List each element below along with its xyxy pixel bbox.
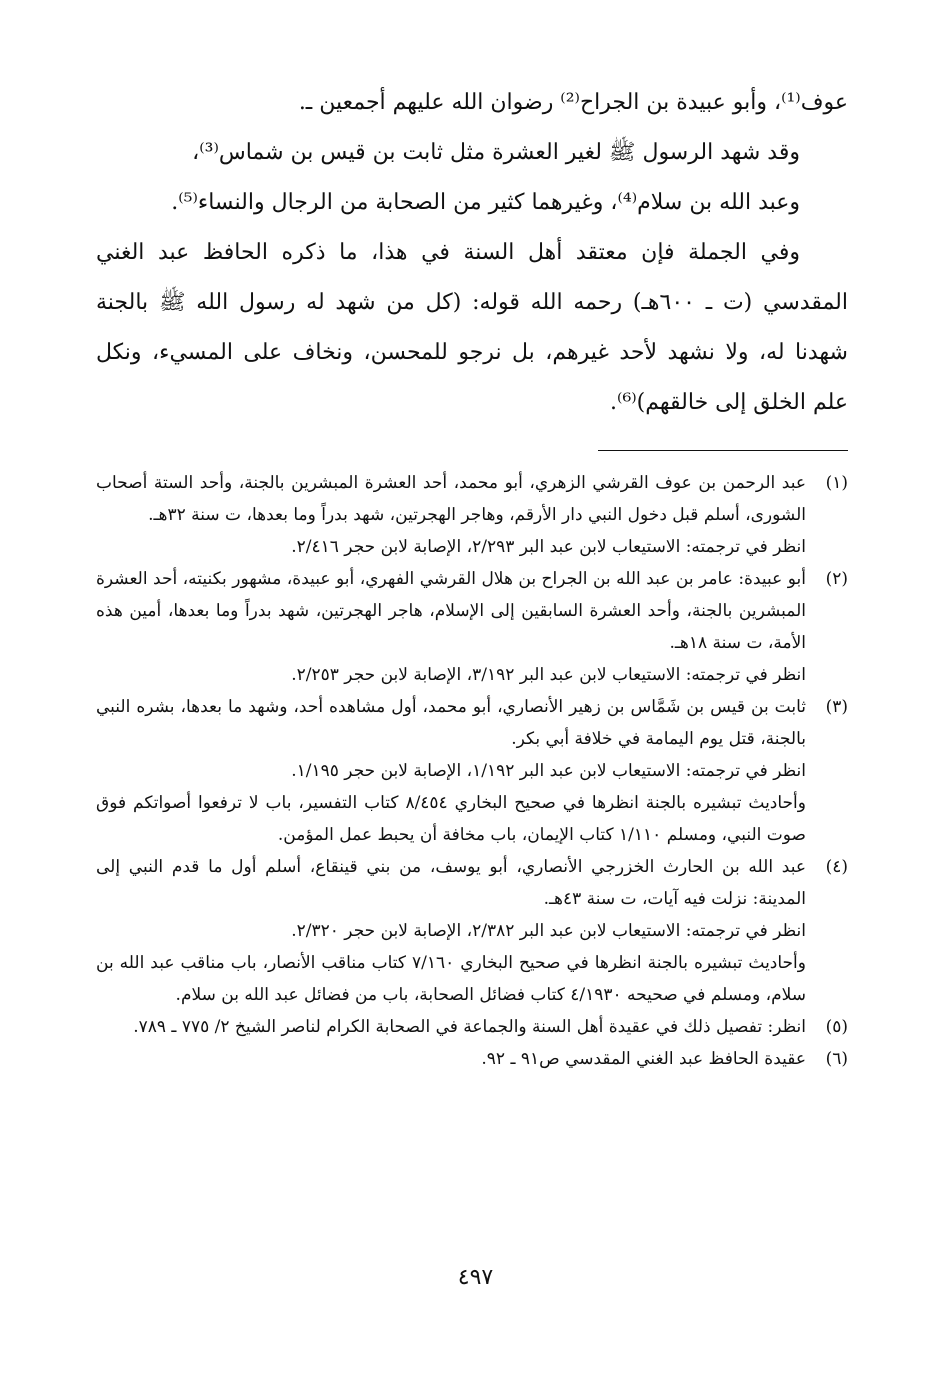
footnote-body: [96, 1043, 806, 1075]
page-number: ٤٩٧: [457, 1265, 494, 1290]
footnote-text: وأحاديث تبشيره بالجنة انظرها في صحيح البخاري ٨/٤٥٤ كتاب التفسير، باب لا ترفعوا أصواتكم فوق صوت النبي، ومسلم ١/١١٠ كتاب الإيمان، باب مخافة أن يحبط عمل المؤمن.: [96, 793, 806, 845]
footnote-body: [96, 851, 806, 1011]
footnote-4: [96, 851, 848, 1011]
footnote-3: [96, 691, 848, 851]
footnote-text: انظر في ترجمته: الاستيعاب لابن عبد البر ١/١٩٢، الإصابة لابن حجر ١/١٩٥.: [291, 761, 806, 781]
footnote-number: (٦): [825, 1049, 848, 1069]
footnote-number: (٥): [825, 1017, 848, 1037]
footnote-1: [96, 467, 848, 563]
main-paragraph-3: وعبد الله بن سلام⁽⁴⁾، وغيرهما كثير من الصحابة من الرجال والنساء⁽⁵⁾.: [171, 190, 800, 215]
main-paragraph-4: وفي الجملة فإن معتقد أهل السنة في هذا، ما ذكره الحافظ عبد الغني المقدسي (ت ـ ٦٠٠هـ) رحمه الله قوله: (كل من شهد له رسول الله ﷺ بالجنة شهدنا له، ولا نشهد لأحد غيرهم، بل نرجو للمحسن، ونخاف على المسيء، ونكل علم الخلق إلى خالقهم)⁽⁶⁾.: [96, 240, 849, 415]
footnote-6: [96, 1043, 848, 1075]
footnote-text: أبو عبيدة: عامر بن عبد الله بن الجراح بن هلال القرشي الفهري، أبو عبيدة، مشهور بكنيته، أحد العشرة المبشرين بالجنة، وأحد العشرة السابقين إلى الإسلام، هاجر الهجرتين، شهد بدراً وما بعدها، أمين هذه الأمة، ت سنة ١٨هـ.: [96, 569, 806, 653]
footnote-body: [96, 563, 806, 691]
footnote-separator: [598, 450, 848, 451]
footnote-number: (٣): [825, 697, 848, 717]
footnote-text: وأحاديث تبشيره بالجنة انظرها في صحيح البخاري ٧/١٦٠ كتاب مناقب الأنصار، باب مناقب عبد الله بن سلام، ومسلم في صحيحه ٤/١٩٣٠ كتاب فضائل الصحابة، باب من فضائل عبد الله بن سلام.: [96, 953, 806, 1005]
footnote-number: (١): [825, 473, 848, 493]
footnote-number: (٢): [825, 569, 848, 589]
footnote-body: [96, 1011, 806, 1043]
footnote-5: [96, 1011, 848, 1043]
footnote-text: ثابت بن قيس بن شَمَّاس بن زهير الأنصاري، أبو محمد، أول مشاهده أحد، وشهد ما بعدها، بشره النبي بالجنة، قتل يوم اليمامة في خلافة أبي بكر.: [96, 697, 806, 749]
footnotes: [96, 467, 848, 1075]
page-content: [96, 78, 848, 1075]
footnote-text: انظر في ترجمته: الاستيعاب لابن عبد البر ٣/١٩٢، الإصابة لابن حجر ٢/٢٥٣.: [291, 665, 806, 685]
footnote-text: عبد الله بن الحارث الخزرجي الأنصاري، أبو يوسف، من بني قينقاع، أسلم أول ما قدم النبي إلى المدينة: نزلت فيه آيات، ت سنة ٤٣هـ.: [96, 857, 806, 909]
main-paragraph-2: وقد شهد الرسول ﷺ لغير العشرة مثل ثابت بن قيس بن شماس⁽³⁾،: [192, 140, 800, 165]
footnote-2: [96, 563, 848, 691]
footnote-body: [96, 691, 806, 851]
footnote-text: عبد الرحمن بن عوف القرشي الزهري، أبو محمد، أحد العشرة المبشرين بالجنة، وأحد الستة أصحاب الشورى، أسلم قبل دخول النبي دار الأرقم، وهاجر الهجرتين، شهد بدراً وما بعدها، ت سنة ٣٢هـ.: [96, 473, 806, 525]
footnote-text: انظر: تفصيل ذلك في عقيدة أهل السنة والجماعة في الصحابة الكرام لناصر الشيخ ٢/ ٧٧٥ ـ ٧٨٩.: [133, 1017, 806, 1037]
footnote-text: انظر في ترجمته: الاستيعاب لابن عبد البر ٢/٣٨٢، الإصابة لابن حجر ٢/٣٢٠.: [291, 921, 806, 941]
footnote-body: [96, 467, 806, 563]
main-text: [96, 78, 848, 428]
footnote-number: (٤): [825, 857, 848, 877]
main-paragraph-1: عوف⁽¹⁾، وأبو عبيدة بن الجراح⁽²⁾ رضوان الله عليهم أجمعين ـ.: [298, 90, 848, 115]
footnote-text: عقيدة الحافظ عبد الغني المقدسي ص٩١ ـ ٩٢.: [481, 1049, 806, 1069]
footnote-text: انظر في ترجمته: الاستيعاب لابن عبد البر ٢/٢٩٣، الإصابة لابن حجر ٢/٤١٦.: [291, 537, 806, 557]
